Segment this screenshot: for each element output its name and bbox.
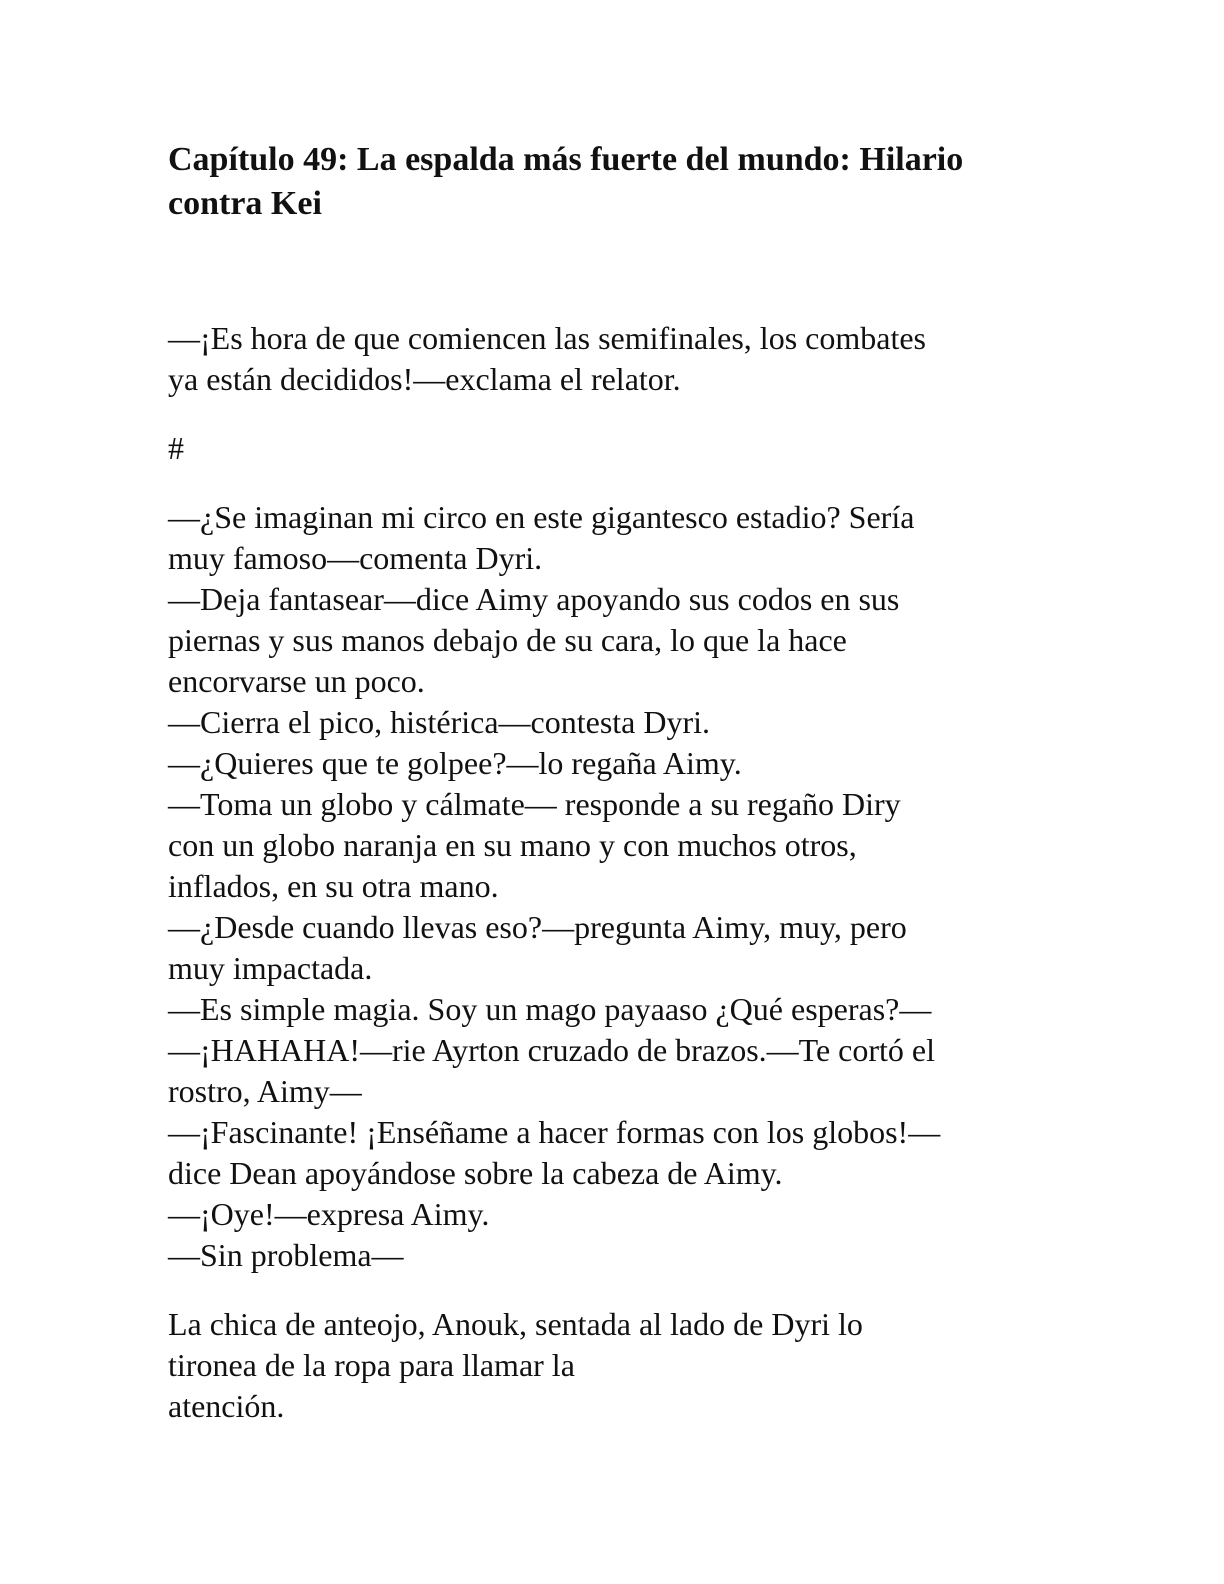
text-line: —¡Oye!—expresa Aimy. — [168, 1196, 490, 1232]
text-line: La chica de anteojo, Anouk, sentada al lado de Dyri lo — [168, 1306, 863, 1342]
text-line: —Es simple magia. Soy un mago payaaso ¿Qué esperas?— — [168, 991, 932, 1027]
text-line: piernas y sus manos debajo de su cara, lo que la hace — [168, 622, 847, 658]
text-line: con un globo naranja en su mano y con muchos otros, — [168, 827, 857, 863]
closing-paragraph — [168, 1304, 1048, 1427]
scene-separator: # — [168, 430, 184, 466]
text-line: encorvarse un poco. — [168, 663, 425, 699]
text-line: muy famoso—comenta Dyri. — [168, 540, 543, 576]
chapter-title — [168, 138, 1048, 226]
chapter-title-line-2: contra Kei — [168, 185, 322, 222]
text-line: —¡Es hora de que comiencen las semifinales, los combates — [168, 320, 926, 356]
text-line: —¡Fascinante! ¡Enséñame a hacer formas con los globos!— — [168, 1114, 941, 1150]
chapter-title-line-1: Capítulo 49: La espalda más fuerte del mundo: Hilario — [168, 141, 964, 178]
text-line: rostro, Aimy— — [168, 1073, 362, 1109]
text-line: —Cierra el pico, histérica—contesta Dyri. — [168, 704, 711, 740]
text-line: muy impactada. — [168, 950, 373, 986]
opening-paragraph — [168, 318, 1048, 400]
text-line: atención. — [168, 1388, 285, 1424]
text-line: —Toma un globo y cálmate— responde a su regaño Diry — [168, 786, 901, 822]
text-line: —¿Desde cuando llevas eso?—pregunta Aimy, muy, pero — [168, 909, 907, 945]
text-line: ya están decididos!—exclama el relator. — [168, 361, 681, 397]
text-line: —¿Quieres que te golpee?—lo regaña Aimy. — [168, 745, 742, 781]
text-line: inflados, en su otra mano. — [168, 868, 499, 904]
text-line: dice Dean apoyándose sobre la cabeza de Aimy. — [168, 1155, 783, 1191]
dialogue-block — [168, 497, 1048, 1276]
document-page — [168, 138, 1048, 1427]
text-line: —Deja fantasear—dice Aimy apoyando sus codos en sus — [168, 581, 900, 617]
text-line: —¿Se imaginan mi circo en este gigantesco estadio? Sería — [168, 499, 915, 535]
text-line: —Sin problema— — [168, 1237, 404, 1273]
text-line: —¡HAHAHA!—rie Ayrton cruzado de brazos.—Te cortó el — [168, 1032, 936, 1068]
text-line: tironea de la ropa para llamar la — [168, 1347, 575, 1383]
